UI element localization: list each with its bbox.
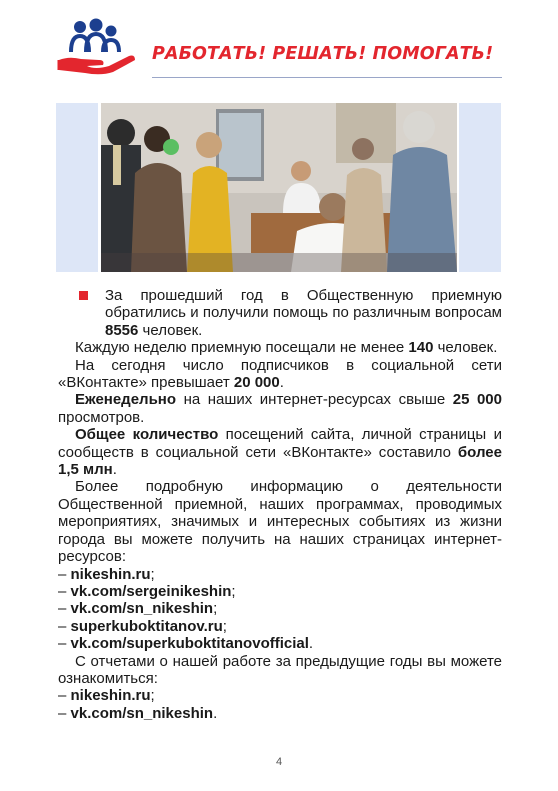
- header-divider: [152, 77, 502, 78]
- paragraph-total-visits: Общее количество посещений сайта, личной страницы и сообществ в социальной сети «ВКонтакте» составило более 1,5 млн.: [58, 426, 502, 479]
- link-nikeshin-ru[interactable]: nikeshin.ru: [70, 687, 151, 705]
- reception-meeting-photo: [101, 103, 457, 272]
- paragraph-reports: С отчетами о нашей работе за предыдущие годы вы можете ознакомиться:: [58, 652, 502, 687]
- paragraph-visitors: За прошедший год в Общественную приемную обратились и получили помощь по различным вопросам 8556 человек.: [105, 287, 502, 339]
- link-superkuboktitanov-ru[interactable]: superkuboktitanov.ru: [70, 617, 223, 635]
- paragraph-weekly-views: Еженедельно на наших интернет-ресурсах свыше 25 000 просмотров.: [58, 391, 502, 426]
- header-slogan: РАБОТАТЬ! РЕШАТЬ! ПОМОГАТЬ!: [152, 44, 494, 64]
- side-panel-right: [459, 103, 501, 272]
- link-nikeshin-ru[interactable]: nikeshin.ru: [70, 565, 151, 583]
- side-panel-left: [56, 103, 98, 272]
- paragraph-subscribers: На сегодня число подписчиков в социальной сети «ВКонтакте» превышает 20 000.: [58, 356, 502, 392]
- link-vk-sergeinikeshin[interactable]: vk.com/sergeinikeshin: [70, 582, 232, 600]
- list-item[interactable]: – nikeshin.ru;: [58, 565, 155, 583]
- family-in-hand-logo-icon: [55, 14, 143, 78]
- list-item[interactable]: – vk.com/superkuboktitanovofficial.: [58, 635, 314, 653]
- article-body: [58, 287, 502, 722]
- page-number: 4: [275, 756, 283, 768]
- paragraph-more-info: Более подробную информацию о деятельности Общественной приемной, наших программах, проводимых мероприятиях, значимых и интересных событиях из жизни города вы можете получить на наших страницах интернет-ресурсов:: [58, 478, 502, 566]
- list-item[interactable]: – vk.com/sergeinikeshin;: [58, 582, 236, 600]
- list-item[interactable]: – superkuboktitanov.ru;: [58, 617, 227, 635]
- link-vk-sn-nikeshin[interactable]: vk.com/sn_nikeshin: [70, 704, 214, 722]
- list-item[interactable]: – vk.com/sn_nikeshin;: [58, 600, 218, 618]
- link-vk-sn-nikeshin[interactable]: vk.com/sn_nikeshin: [70, 600, 214, 618]
- list-item[interactable]: – vk.com/sn_nikeshin.: [58, 704, 218, 722]
- link-vk-superkuboktitanovofficial[interactable]: vk.com/superkuboktitanovofficial: [70, 635, 309, 653]
- list-item[interactable]: – nikeshin.ru;: [58, 687, 155, 705]
- paragraph-weekly-visits: Каждую неделю приемную посещали не менее 140 человек.: [75, 339, 498, 357]
